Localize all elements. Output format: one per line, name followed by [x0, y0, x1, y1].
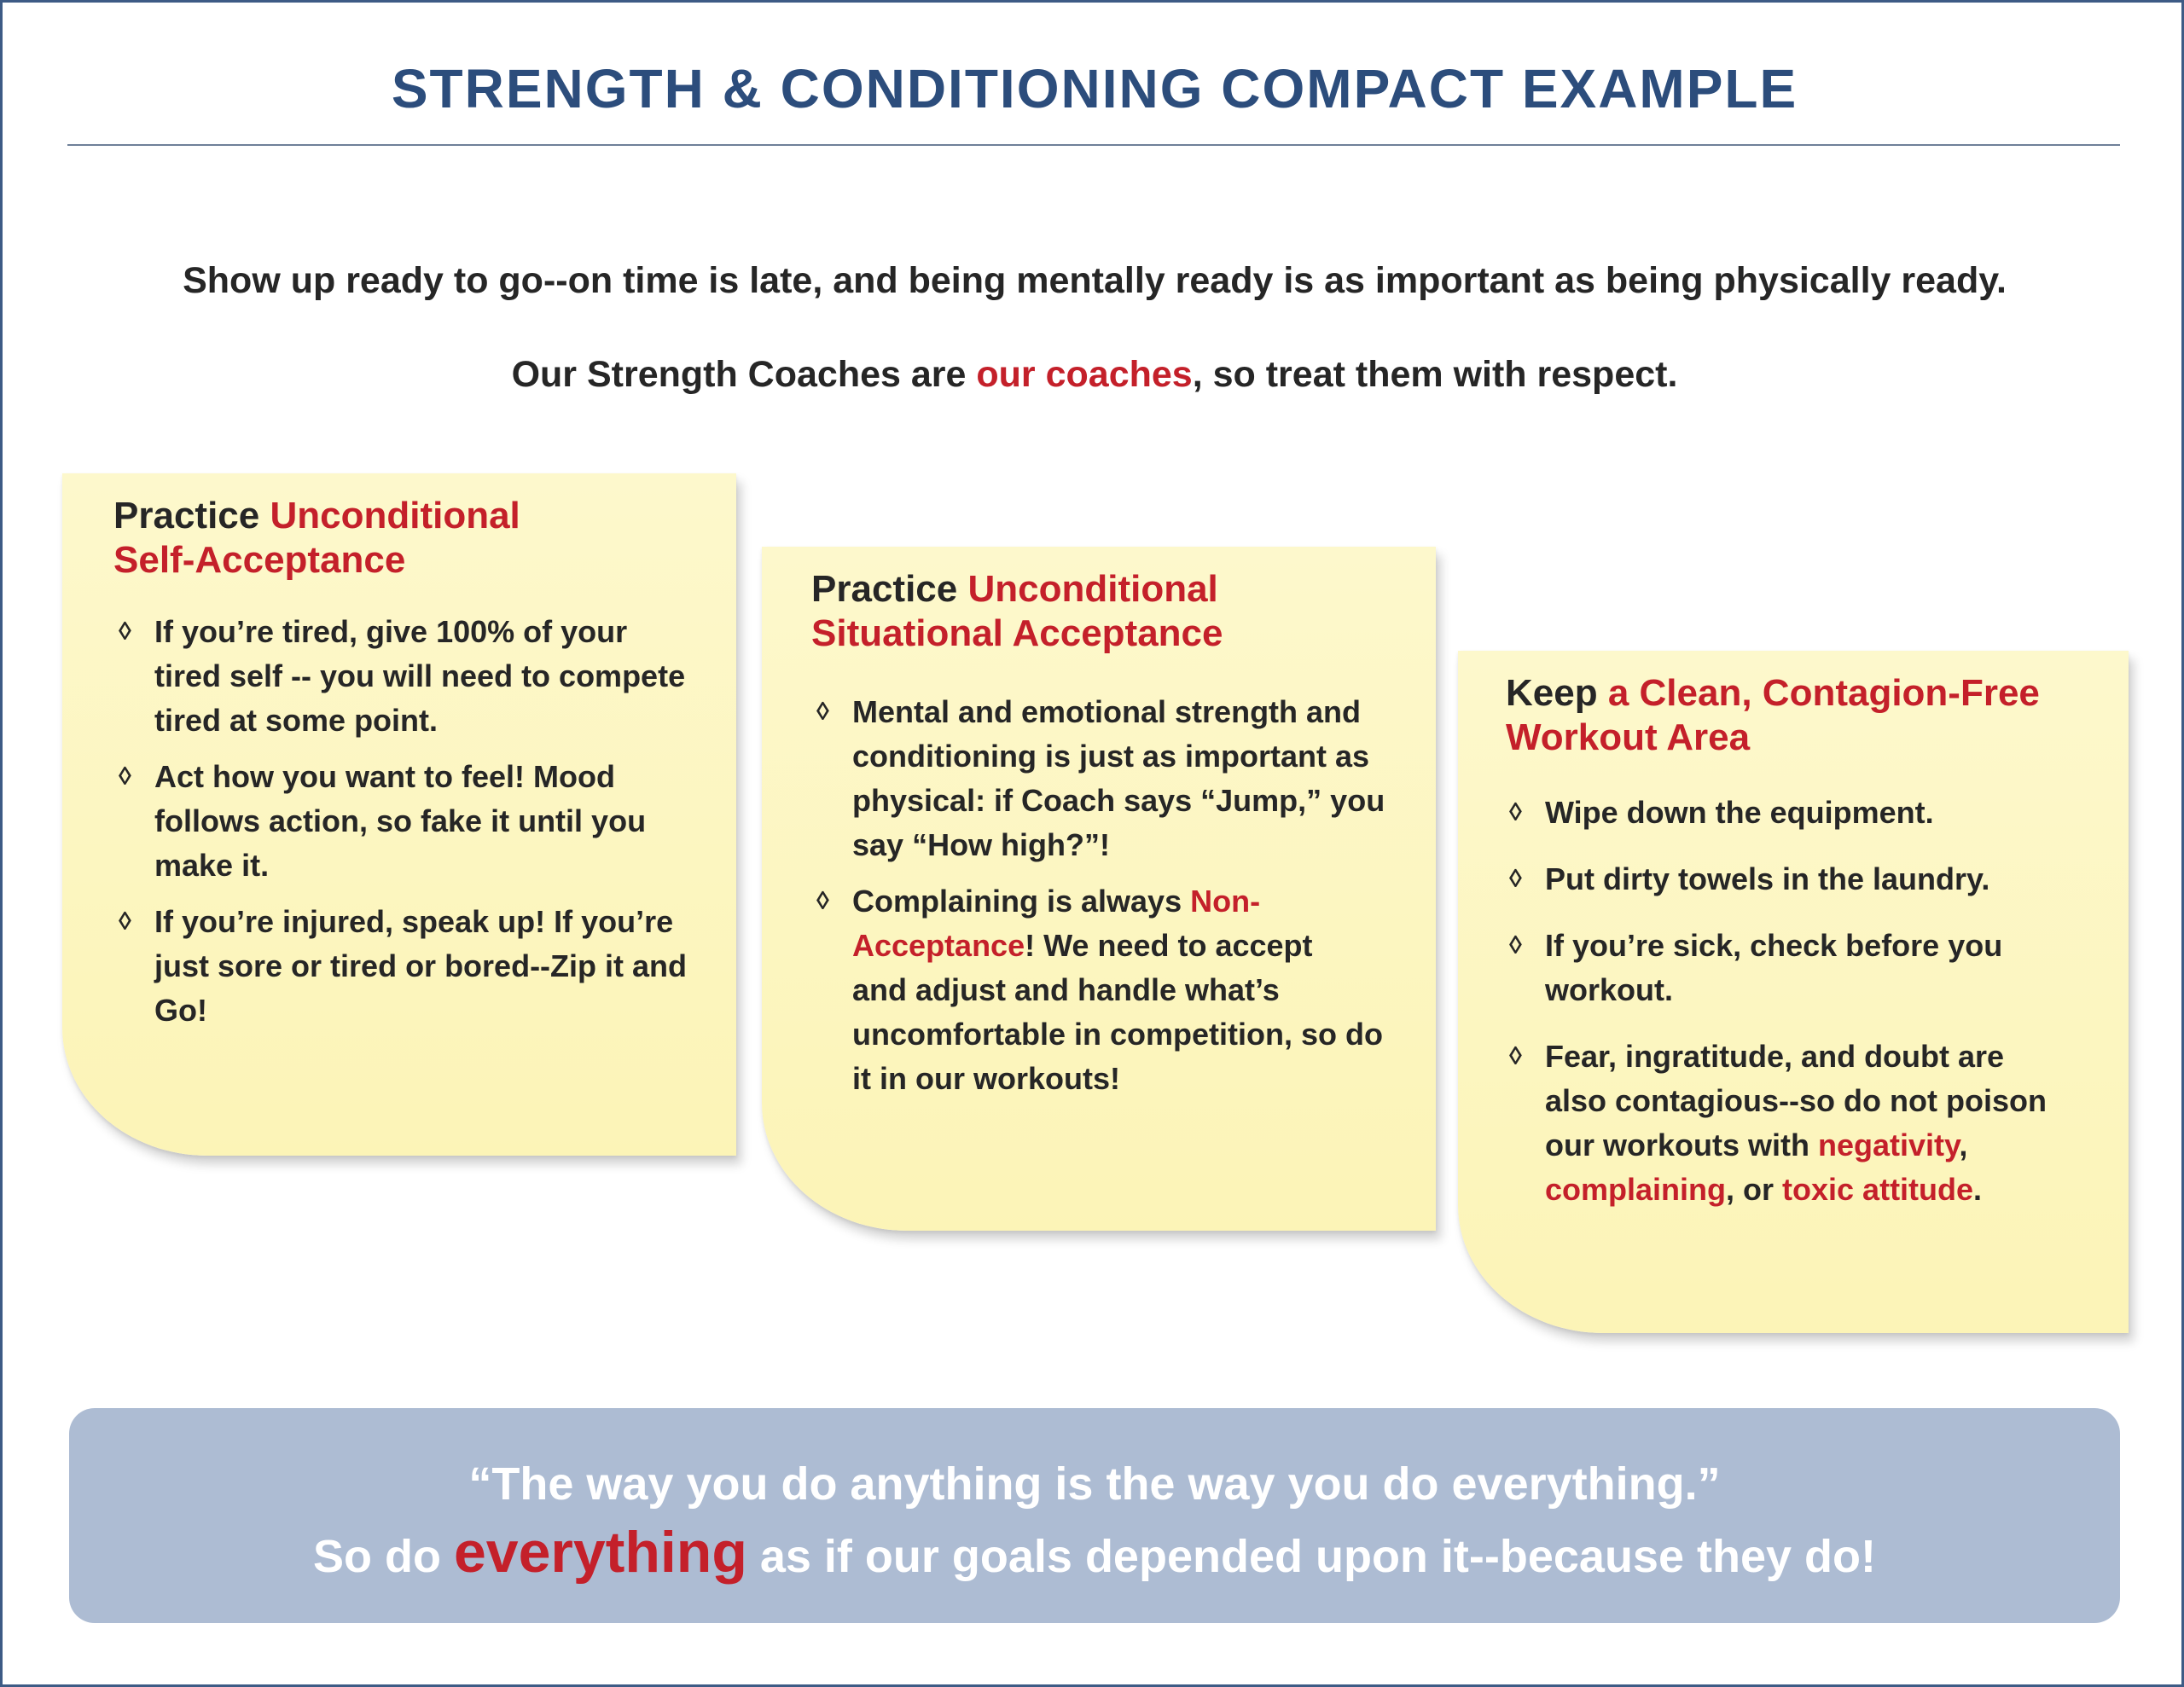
note-1-title-red-2: Self-Acceptance	[113, 539, 406, 581]
diamond-bullet-icon: ◊	[1509, 1042, 1522, 1070]
note-3-title	[1506, 671, 2120, 760]
diamond-bullet-icon: ◊	[119, 907, 131, 936]
note-1-bullet-1-line-1: If you’re tired, give 100% of your	[154, 614, 628, 649]
note-2-bullet-2	[815, 879, 1429, 1101]
note-2-bullet-2-pre: Complaining is always	[852, 884, 1191, 919]
note-3-title-red-2: Workout Area	[1506, 716, 1751, 758]
sticky-note-self-acceptance	[62, 473, 736, 1156]
note-1-bullet-1-line-2: tired self -- you will need to compete	[154, 658, 686, 693]
note-2-bullet-2-line-2-post: ! We need to accept	[1025, 928, 1313, 963]
quote-line-2	[69, 1519, 2120, 1586]
quote-line-1: “The way you do anything is the way you do everything.”	[468, 1458, 1721, 1510]
diamond-bullet-icon: ◊	[1509, 865, 1522, 893]
note-1-bullet-2-line-1: Act how you want to feel! Mood	[154, 759, 615, 794]
note-2-bullet-2-line-5: it in our workouts!	[852, 1061, 1120, 1096]
diamond-bullet-icon: ◊	[816, 698, 829, 726]
note-1-bullet-3-line-1: If you’re injured, speak up! If you’re	[154, 904, 674, 939]
note-1-bullet-2-line-2: follows action, so fake it until you	[154, 803, 647, 838]
note-1-title	[113, 494, 711, 583]
note-3-bullet-3-line-1: If you’re sick, check before you	[1545, 928, 2003, 963]
note-3-bullet-3	[1507, 924, 2122, 1012]
note-3-bullet-4-line-3-post: ,	[1959, 1128, 1968, 1162]
note-2-bullet-1-line-1: Mental and emotional strength and	[852, 694, 1362, 729]
note-3-bullet-4-line-2: also contagious--so do not poison	[1545, 1083, 2047, 1118]
note-3-bullet-list	[1507, 791, 2122, 1224]
note-1-bullet-1-line-3: tired at some point.	[154, 703, 439, 738]
intro-line-1: Show up ready to go--on time is late, and being mentally ready is as important as being physically ready.	[183, 260, 2007, 301]
note-2-bullet-1-line-4: say “How high?”!	[852, 827, 1111, 862]
note-3-bullet-4-line-4-mid: , or	[1726, 1172, 1783, 1207]
intro-line-2-post: , so treat them with respect.	[1192, 354, 1678, 395]
note-1-bullet-list	[117, 610, 731, 1045]
note-2-bullet-list	[815, 690, 1429, 1113]
diamond-bullet-icon: ◊	[816, 887, 829, 915]
note-2-bullet-2-line-4: uncomfortable in competition, so do	[852, 1017, 1384, 1052]
intro-line-2	[3, 354, 2184, 396]
diamond-bullet-icon: ◊	[1509, 798, 1522, 826]
note-2-title-pre: Practice	[811, 568, 968, 610]
note-1-title-pre: Practice	[113, 495, 270, 536]
note-3-bullet-1-text: Wipe down the equipment.	[1545, 795, 1934, 830]
diamond-bullet-icon: ◊	[119, 617, 131, 646]
note-3-bullet-4-toxic-attitude: toxic attitude	[1782, 1172, 1974, 1207]
quote-line-2-post: as if our goals depended upon it--because they do!	[746, 1531, 1876, 1582]
note-1-bullet-1	[117, 610, 731, 743]
note-2-title-red-2: Situational Acceptance	[811, 612, 1223, 654]
note-2-bullet-1	[815, 690, 1429, 867]
note-3-bullet-2-text: Put dirty towels in the laundry.	[1545, 861, 1990, 896]
note-3-bullet-3-line-2: workout.	[1545, 972, 1673, 1007]
note-3-bullet-4-line-1: Fear, ingratitude, and doubt are	[1545, 1039, 2005, 1074]
diamond-bullet-icon: ◊	[119, 762, 131, 791]
note-3-title-pre: Keep	[1506, 672, 1608, 714]
quote-line-2-pre: So do	[312, 1531, 454, 1582]
note-2-bullet-1-line-2: conditioning is just as important as	[852, 739, 1370, 774]
intro-line-2-highlight: our coaches	[976, 354, 1193, 395]
intro-line-2-pre: Our Strength Coaches are	[511, 354, 977, 395]
note-2-bullet-2-red-1: Non-	[1190, 884, 1261, 919]
note-2-title-red-1: Unconditional	[967, 568, 1218, 610]
note-3-title-red-1: a Clean, Contagion-Free	[1607, 672, 2040, 714]
note-1-bullet-3	[117, 900, 731, 1033]
note-3-bullet-4	[1507, 1035, 2122, 1212]
note-1-bullet-2	[117, 755, 731, 888]
note-1-bullet-2-line-3: make it.	[154, 848, 270, 883]
note-2-title	[811, 567, 1426, 656]
note-3-bullet-1	[1507, 791, 2122, 835]
note-3-bullet-4-line-3-pre: our workouts with	[1545, 1128, 1818, 1162]
title-divider	[67, 144, 2120, 146]
note-2-bullet-1-line-3: physical: if Coach says “Jump,” you	[852, 783, 1385, 818]
sticky-note-clean-workout-area	[1458, 651, 2129, 1333]
note-2-bullet-2-line-3: and adjust and handle what’s	[852, 972, 1280, 1007]
note-1-bullet-3-line-2: just sore or tired or bored--Zip it and	[154, 948, 688, 983]
note-1-bullet-3-line-3: Go!	[154, 993, 207, 1028]
note-3-bullet-4-line-4-post: .	[1973, 1172, 1983, 1207]
note-3-bullet-4-negativity: negativity	[1818, 1128, 1960, 1162]
note-3-bullet-2	[1507, 857, 2122, 901]
diamond-bullet-icon: ◊	[1509, 931, 1522, 959]
quote-banner	[69, 1408, 2120, 1623]
note-1-title-red-1: Unconditional	[270, 495, 520, 536]
note-3-bullet-4-complaining: complaining	[1545, 1172, 1727, 1207]
page-title: STRENGTH & CONDITIONING COMPACT EXAMPLE	[391, 58, 1798, 119]
sticky-note-situational-acceptance	[762, 547, 1436, 1231]
quote-line-2-emphasis: everything	[453, 1520, 747, 1585]
note-2-bullet-2-red-2: Acceptance	[852, 928, 1025, 963]
